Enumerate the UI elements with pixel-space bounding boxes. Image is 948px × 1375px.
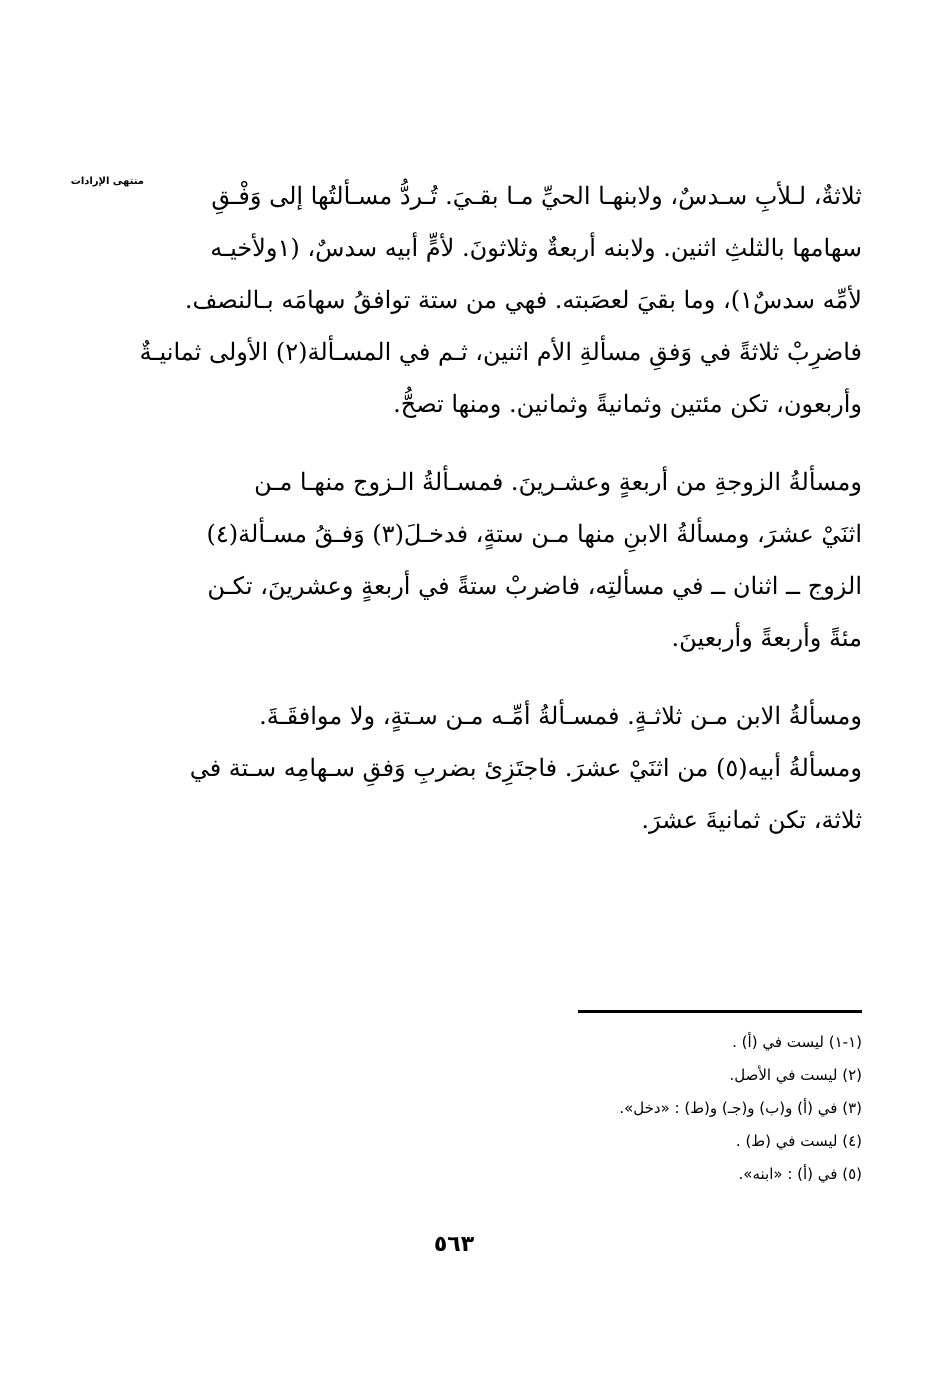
footnote-divider [578,1010,862,1013]
text-line: ثلاثةٌ، لـلأبِ سـدسٌ، ولابنهـا الحيِّ مـا بقـيَ. تُـردُّ مسـألتُها إلى وَفْـقِ [211,182,862,210]
text-line: ومسألةُ الابن مـن ثلاثـةٍ. فمسـألةُ أمِّـه مـن سـتةٍ، ولا موافقَـةَ. [259,702,862,730]
footnote: (١-١) ليست في (أ) . [732,1033,862,1051]
page-number: ٥٦٣ [433,1232,475,1257]
text-line: سهامها بالثلثِ اثنين. ولابنه أربعةٌ وثلاثونَ. لأمٍّ أبيه سدسٌ، (١ولأخيـه [210,234,862,262]
footnote: (٥) في (أ) : «ابنه». [738,1165,862,1183]
text-line: اثنَيْ عشرَ، ومسألةُ الابنِ منها مـن ستةٍ، فدخـلَ(٣) وَفـقُ مسـألة(٤) [206,520,862,548]
footnote: (٣) في (أ) و(ب) و(جـ) و(ط) : «دخل». [619,1099,862,1117]
text-line: ومسألةُ أبيه(٥) من اثنَيْ عشرَ. فاجتَزِئ بضربِ وَفقِ سـهامِه سـتة في [189,754,862,782]
text-line: وأربعون، تكن مئتين وثمانيةً وثمانين. ومنها تصحُّ. [393,390,862,418]
text-line: الزوج ــ اثنان ــ في مسألتِه، فاضربْ ستةً في أربعةٍ وعشرينَ، تكـن [207,572,862,600]
paragraph-1 [139,170,862,430]
text-line: ثلاثة، تكن ثمانيةَ عشرَ. [641,806,862,834]
paragraph-3 [168,690,862,846]
footnote: (٢) ليست في الأصل. [729,1066,862,1084]
text-line: لأمِّه سدسٌ١)، وما بقيَ لعصَبته. فهي من ستة توافقُ سهامَه بـالنصف. [184,286,862,314]
paragraph-2 [168,456,862,664]
footnotes [430,1026,862,1191]
running-header: منتهى الإرادات [70,176,144,187]
main-text [139,170,862,872]
text-line: ومسألةُ الزوجةِ من أربعةٍ وعشـرينَ. فمسـألةُ الـزوج منهـا مـن [254,468,862,496]
text-line: مئةً وأربعةً وأربعينَ. [671,624,862,652]
footnote: (٤) ليست في (ط) . [735,1132,862,1150]
text-line: فاضرِبْ ثلاثةً في وَفقِ مسألةِ الأم اثنين، ثـم في المسـألة(٢) الأولى ثمانيـةٌ [139,338,862,366]
